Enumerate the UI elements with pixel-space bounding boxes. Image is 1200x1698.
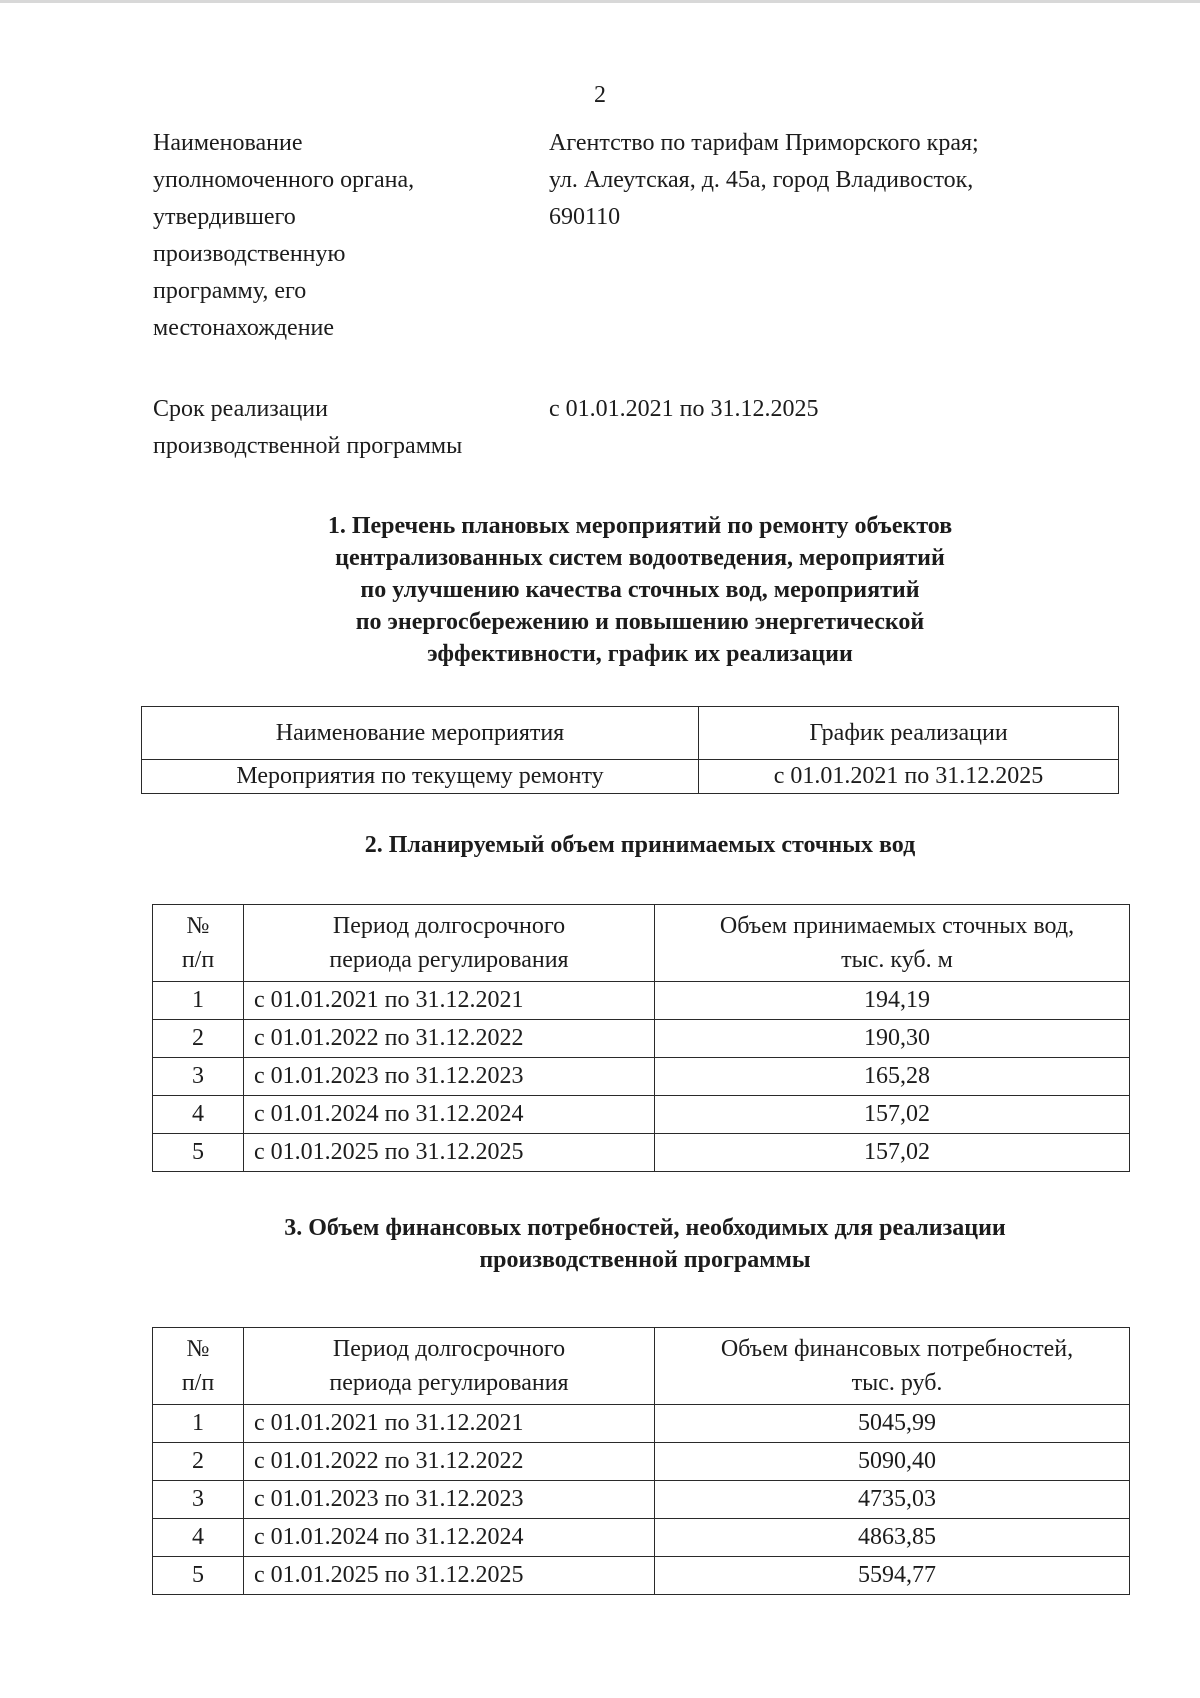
row-number: 1 <box>153 982 244 1020</box>
info-term-value: с 01.01.2021 по 31.12.2025 <box>549 396 819 422</box>
table-row <box>153 1405 1130 1443</box>
row-period: с 01.01.2024 по 31.12.2024 <box>244 1096 655 1134</box>
section1-heading: 1. Перечень плановых мероприятий по ремонту объектов централизованных систем водоотведения, мероприятий по улучшению качества сточных вод, мероприятий по энергосбережению и повышению энергетической эффективности, график их реализации <box>327 513 953 667</box>
header-number: № п/п <box>153 1328 244 1405</box>
header-period: Период долгосрочного периода регулирования <box>244 905 655 982</box>
row-period: с 01.01.2021 по 31.12.2021 <box>244 982 655 1020</box>
measure-schedule-cell: с 01.01.2021 по 31.12.2025 <box>699 760 1119 794</box>
table-row <box>153 1058 1130 1096</box>
header-number: № п/п <box>153 905 244 982</box>
row-volume: 194,19 <box>655 982 1130 1020</box>
table-row <box>153 1020 1130 1058</box>
row-period: с 01.01.2022 по 31.12.2022 <box>244 1443 655 1481</box>
row-financial-needs: 5090,40 <box>655 1443 1130 1481</box>
info-term <box>153 391 1073 471</box>
row-period: с 01.01.2023 по 31.12.2023 <box>244 1481 655 1519</box>
row-volume: 157,02 <box>655 1134 1130 1172</box>
info-term-label: Срок реализации производственной программы <box>153 396 463 459</box>
row-volume: 190,30 <box>655 1020 1130 1058</box>
section2-heading: 2. Планируемый объем принимаемых сточных вод <box>364 832 916 858</box>
table-header-row <box>153 1328 1130 1405</box>
row-period: с 01.01.2022 по 31.12.2022 <box>244 1020 655 1058</box>
scan-edge-line <box>0 0 1200 3</box>
row-number: 5 <box>153 1557 244 1595</box>
row-number: 3 <box>153 1481 244 1519</box>
row-number: 1 <box>153 1405 244 1443</box>
row-period: с 01.01.2021 по 31.12.2021 <box>244 1405 655 1443</box>
section3-heading: 3. Объем финансовых потребностей, необходимых для реализации производственной программы <box>284 1215 1006 1273</box>
table-row <box>153 1481 1130 1519</box>
table-row <box>153 1443 1130 1481</box>
table-row <box>153 1134 1130 1172</box>
row-financial-needs: 4735,03 <box>655 1481 1130 1519</box>
info-authority-label: Наименование уполномоченного органа, утвердившего производственную программу, его местонахождение <box>153 130 415 341</box>
measures-table <box>141 706 1119 794</box>
row-number: 3 <box>153 1058 244 1096</box>
row-period: с 01.01.2025 по 31.12.2025 <box>244 1557 655 1595</box>
row-number: 4 <box>153 1096 244 1134</box>
row-number: 2 <box>153 1020 244 1058</box>
header-measure-name: Наименование мероприятия <box>142 707 699 760</box>
row-financial-needs: 5594,77 <box>655 1557 1130 1595</box>
header-schedule: График реализации <box>699 707 1119 760</box>
row-period: с 01.01.2023 по 31.12.2023 <box>244 1058 655 1096</box>
wastewater-volume-table <box>152 904 1130 1172</box>
header-period: Период долгосрочного периода регулирования <box>244 1328 655 1405</box>
table-header-row <box>142 707 1119 760</box>
header-volume: Объем принимаемых сточных вод, тыс. куб. м <box>655 905 1130 982</box>
row-volume: 165,28 <box>655 1058 1130 1096</box>
info-authority <box>153 125 1073 355</box>
measure-name-cell: Мероприятия по текущему ремонту <box>142 760 699 794</box>
row-financial-needs: 4863,85 <box>655 1519 1130 1557</box>
info-authority-value: Агентство по тарифам Приморского края; ул. Алеутская, д. 45а, город Владивосток, 690110 <box>549 130 979 230</box>
table-row <box>142 760 1119 794</box>
row-financial-needs: 5045,99 <box>655 1405 1130 1443</box>
table-row <box>153 1096 1130 1134</box>
table-header-row <box>153 905 1130 982</box>
table-row <box>153 982 1130 1020</box>
row-volume: 157,02 <box>655 1096 1130 1134</box>
row-period: с 01.01.2025 по 31.12.2025 <box>244 1134 655 1172</box>
table-row <box>153 1519 1130 1557</box>
table-row <box>153 1557 1130 1595</box>
page-number: 2 <box>594 82 606 108</box>
row-number: 5 <box>153 1134 244 1172</box>
row-number: 4 <box>153 1519 244 1557</box>
row-period: с 01.01.2024 по 31.12.2024 <box>244 1519 655 1557</box>
row-number: 2 <box>153 1443 244 1481</box>
header-financial-needs: Объем финансовых потребностей, тыс. руб. <box>655 1328 1130 1405</box>
financial-needs-table <box>152 1327 1130 1595</box>
